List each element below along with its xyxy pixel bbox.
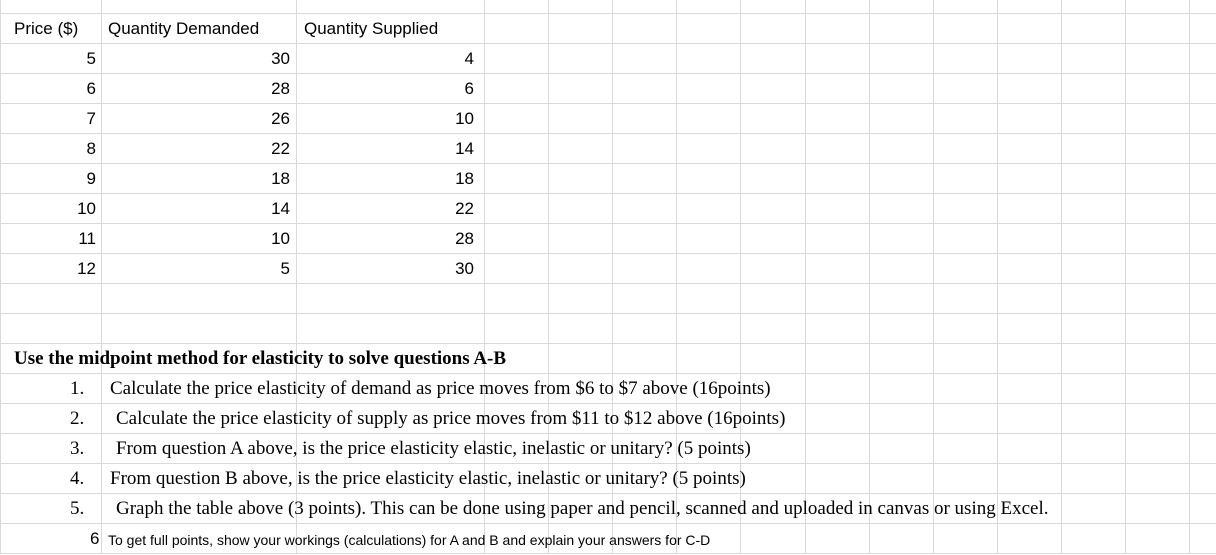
grid-row-line xyxy=(0,133,1216,134)
cell-price[interactable]: 10 xyxy=(77,199,96,218)
question-number: 1. xyxy=(70,378,85,399)
cell-price[interactable]: 9 xyxy=(86,169,96,188)
question-number: 4. xyxy=(70,468,85,489)
cell-price[interactable]: 11 xyxy=(78,229,96,248)
grid-column-line xyxy=(805,0,806,554)
grid-row-line xyxy=(0,103,1216,104)
grid-row-line xyxy=(0,313,1216,314)
grid-column-line xyxy=(933,0,934,554)
cell-quantity-supplied[interactable]: 30 xyxy=(455,259,474,278)
grid-column-line xyxy=(101,0,102,554)
grid-column-line xyxy=(869,0,870,554)
cell-price[interactable]: 5 xyxy=(86,49,96,68)
question-text[interactable]: From question A above, is the price elasticity elastic, inelastic or unitary? (5 points) xyxy=(116,438,751,459)
note-number[interactable]: 6 xyxy=(90,529,100,548)
question-number: 5. xyxy=(70,498,85,519)
grid-column-line xyxy=(997,0,998,554)
cell-quantity-demanded[interactable]: 14 xyxy=(271,199,290,218)
cell-price[interactable]: 8 xyxy=(86,139,96,158)
cell-quantity-demanded[interactable]: 18 xyxy=(271,169,290,188)
grid-row-line xyxy=(0,253,1216,254)
cell-quantity-supplied[interactable]: 22 xyxy=(455,199,474,218)
question-number: 2. xyxy=(70,408,85,429)
cell-quantity-supplied[interactable]: 6 xyxy=(464,79,474,98)
grid-row-line xyxy=(0,193,1216,194)
cell-quantity-demanded[interactable]: 30 xyxy=(271,49,290,68)
cell-price[interactable]: 6 xyxy=(86,79,96,98)
grid-row-line xyxy=(0,223,1216,224)
cell-quantity-supplied[interactable]: 14 xyxy=(455,139,474,158)
grid-column-line xyxy=(1125,0,1126,554)
question-text[interactable]: Graph the table above (3 points). This can be done using paper and pencil, scanned and uploaded in canvas or using Excel. xyxy=(116,498,1049,519)
instructions-heading[interactable]: Use the midpoint method for elasticity to solve questions A-B xyxy=(14,348,507,369)
grid-row-line xyxy=(0,73,1216,74)
question-text[interactable]: Calculate the price elasticity of supply as price moves from $11 to $12 above (16points) xyxy=(116,408,786,429)
cell-quantity-supplied[interactable]: 18 xyxy=(455,169,474,188)
grid-column-line xyxy=(1189,0,1190,554)
cell-quantity-demanded[interactable]: 22 xyxy=(271,139,290,158)
cell-quantity-supplied[interactable]: 10 xyxy=(455,109,474,128)
cell-quantity-demanded[interactable]: 26 xyxy=(271,109,290,128)
cell-quantity-demanded[interactable]: 10 xyxy=(271,229,290,248)
question-text[interactable]: Calculate the price elasticity of demand as price moves from $6 to $7 above (16points) xyxy=(110,378,771,399)
header-quantity-demanded[interactable]: Quantity Demanded xyxy=(108,19,260,38)
cell-quantity-demanded[interactable]: 28 xyxy=(271,79,290,98)
grid-column-line xyxy=(0,0,1,554)
cell-price[interactable]: 12 xyxy=(77,259,96,278)
note-text[interactable]: To get full points, show your workings (calculations) for A and B and explain your answers for C-D xyxy=(108,532,711,548)
grid-column-line xyxy=(1061,0,1062,554)
cell-quantity-supplied[interactable]: 28 xyxy=(455,229,474,248)
header-quantity-supplied[interactable]: Quantity Supplied xyxy=(304,19,439,38)
question-number: 3. xyxy=(70,438,85,459)
cell-quantity-supplied[interactable]: 4 xyxy=(464,49,474,68)
question-text[interactable]: From question B above, is the price elasticity elastic, inelastic or unitary? (5 points) xyxy=(110,468,746,489)
cell-quantity-demanded[interactable]: 5 xyxy=(280,259,290,278)
cell-price[interactable]: 7 xyxy=(86,109,96,128)
grid-row-line xyxy=(0,283,1216,284)
grid-row-line xyxy=(0,163,1216,164)
header-price[interactable]: Price ($) xyxy=(14,19,79,38)
